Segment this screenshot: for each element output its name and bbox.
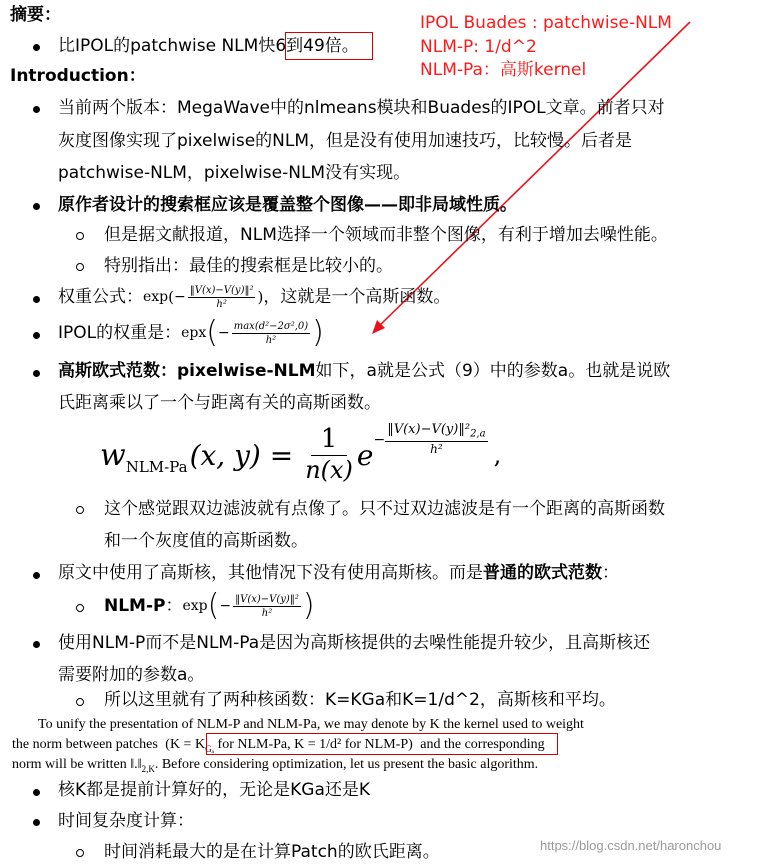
highlight-box-kernel — [206, 733, 558, 755]
bullet — [33, 296, 40, 303]
intro-item-7-sub-1: 所以这里就有了两种核函数：K=KGa和K=1/d^2，高斯核和平均。 — [104, 690, 616, 710]
bullet — [33, 203, 40, 210]
intro-item-7-line-2: 需要附加的参数a。 — [58, 665, 205, 685]
sub-bullet — [76, 604, 84, 612]
ipol-weight-label: IPOL的权重是： — [58, 322, 182, 343]
paper-highlight: ($K = K_{G_a}$ for NLM-Pa, K = 1/d² for NLM-P) — [165, 737, 413, 754]
intro-item-7-line-1: 使用NLM-P而不是NLM-Pa是因为高斯核提供的去噪性能提升较少，且高斯核还 — [58, 633, 651, 653]
abstract-heading: 摘要： — [10, 5, 61, 25]
abstract-highlight: 6到49倍。 — [275, 36, 359, 56]
sub-bullet — [76, 263, 84, 271]
epx-symbol: epx — [181, 325, 207, 341]
watermark-link[interactable]: https://blog.csdn.net/haronchou — [540, 838, 722, 853]
intro-item-4: IPOL的权重是： epx ( − $\frac{\text{max(d²−2σ²,0)}}{\text{h²}}$ ) — [58, 315, 324, 350]
introduction-heading: Introduction： — [10, 66, 146, 86]
intro-item-2-sub-1: 但是据文献报道，NLM选择一个领域而非整个图像，有利于增加去噪性能。 — [104, 225, 668, 245]
bullet — [33, 332, 40, 339]
weight-fraction: $\frac{\text{‖V(x)−V(y)‖²}}{\text{h²}}$ — [189, 284, 254, 310]
nlm-p-fraction: $\frac{\text{‖V(x)−V(y)‖²}}{\text{h²}}$ — [235, 593, 299, 619]
bullet — [33, 819, 40, 826]
exp-symbol: exp — [143, 289, 169, 305]
intro-item-5-sub-1-line-2: 和一个灰度值的高斯函数。 — [104, 531, 308, 551]
nlm-pa-formula: w NLM-Pa (x, y) = $\frac{1}{n(x)}$ e − $\frac{‖V(x)-V(y)‖^2_{2,a}}{\text{h²}}$ , — [100, 422, 502, 484]
intro-item-2-sub-2: 特别指出：最佳的搜索框是比较小的。 — [104, 256, 393, 276]
paper-line-1: To unify the presentation of NLM-P and NLM-Pa, we may denote by K the kernel used to weight — [38, 717, 584, 732]
sub-bullet — [76, 698, 84, 706]
annotation-line-3: NLM-Pa：高斯kernel — [420, 60, 587, 80]
ipol-fraction: $\frac{\text{max(d²−2σ²,0)}}{\text{h²}}$ — [233, 320, 309, 346]
weight-label: 权重公式： — [58, 286, 143, 307]
bullet — [33, 106, 40, 113]
intro-item-5-line-1: 高斯欧式范数：pixelwise-NLM如下，a就是公式（9）中的参数a。也就是说欧 — [58, 361, 671, 381]
intro-item-1-line-1: 当前两个版本：MegaWave中的nlmeans模块和Buades的IPOL文章。前者只对 — [58, 98, 665, 118]
abstract-item-text: 比IPOL的patchwise NLM快 — [58, 36, 276, 56]
bullet — [33, 370, 40, 377]
intro-item-3: 权重公式： exp ( − $\frac{\text{‖V(x)−V(y)‖²}}{\text{h²}}$ ) ，这就是一个高斯函数。 — [58, 284, 451, 310]
intro-item-1-line-3: patchwise-NLM，pixelwise-NLM没有实现。 — [58, 163, 411, 183]
intro-item-6-sub-1: NLM-P ： exp ( − $\frac{\text{‖V(x)−V(y)‖²}}{\text{h²}}$ ) — [104, 588, 315, 623]
sub-bullet — [76, 849, 84, 857]
bullet — [33, 789, 40, 796]
bullet — [33, 641, 40, 648]
intro-item-9-sub-1: 时间消耗最大的是在计算Patch的欧氏距离。 — [104, 842, 440, 862]
sub-bullet — [76, 506, 84, 514]
intro-item-1-line-2: 灰度图像实现了pixelwise的NLM，但是没有使用加速技巧，比较慢。后者是 — [58, 131, 633, 151]
paper-line-2: the norm between patches ($K = K_{G_a}$ for NLM-Pa, K = 1/d² for NLM-P) and the corresponding — [12, 737, 545, 754]
annotation-line-1: IPOL Buades : patchwise-NLM — [420, 13, 672, 33]
sub-bullet — [76, 232, 84, 240]
bullet — [33, 572, 40, 579]
intro-item-6: 原文中使用了高斯核，其他情况下没有使用高斯核。而是普通的欧式范数： — [58, 563, 619, 583]
annotation-line-2: NLM-P: 1/d^2 — [420, 37, 537, 57]
intro-item-2: 原作者设计的搜索框应该是覆盖整个图像——即非局域性质。 — [58, 195, 517, 215]
intro-item-9: 时间复杂度计算： — [58, 811, 194, 831]
paper-line-3: norm will be written $‖.‖_{2,K}$. Before considering optimization, let us present the basic algorithm. — [12, 757, 539, 774]
intro-item-5-line-2: 氏距离乘以了一个与距离有关的高斯函数。 — [58, 393, 381, 413]
intro-item-8: 核K都是提前计算好的，无论是KGa还是K — [58, 780, 371, 800]
weight-suffix: ，这就是一个高斯函数。 — [263, 286, 451, 307]
intro-item-5-sub-1-line-1: 这个感觉跟双边滤波就有点像了。只不过双边滤波是有一个距离的高斯函数 — [104, 499, 665, 519]
